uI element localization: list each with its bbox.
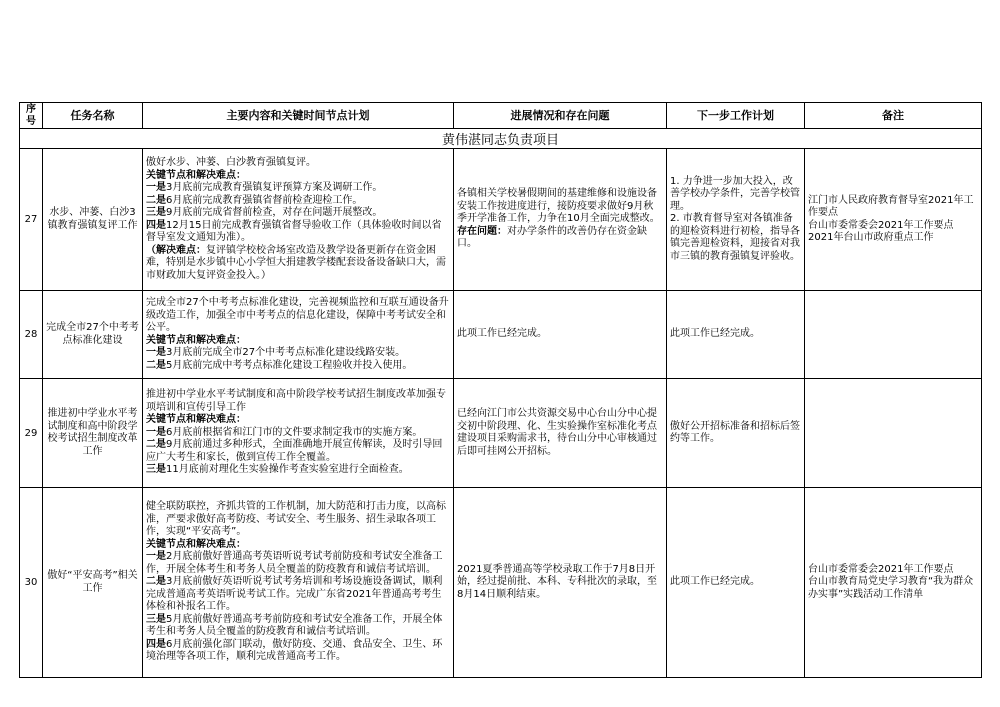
row-task-name: 傲好“平安高考”相关工作 <box>43 488 143 678</box>
row-note: 江门市人民政府教育督导室2021年工作要点 台山市委常委会2021年工作要点 2021年台山市政府重点工作 <box>805 149 982 291</box>
table-row <box>20 488 982 678</box>
key-point: 三是11月底前对理化生实验操作考查实验室进行全面检查。 <box>146 464 409 476</box>
key-point: 二是3月底前傲好英语听说考试考务培训和考场设施设备调试，顺利完成普通高考英语听说考试工作。完成广东省2021年普通高考考生体检和补报名工作。 <box>146 576 443 613</box>
content-intro: 完成全市27个中考考点标准化建设，完善视频监控和互联互通设备升级改造工作，加强全市中考考点的信息化建设，保障中考考试安全和公平。 <box>146 297 449 333</box>
header-row <box>20 103 982 129</box>
row-content <box>143 379 454 488</box>
row-progress: 此项工作已经完成。 <box>454 291 667 379</box>
difficulty-note: （解决难点：复评镇学校校舍场室改造及教学设备更新存在资金困难，特别是水步镇中心小学恒大捐建教学楼配套设备设备缺口大，需市财政加大复评资金投入。） <box>146 244 446 281</box>
key-points-label: 关键节点和解决难点： <box>146 169 246 181</box>
col-next-header: 下一步工作计划 <box>667 103 805 129</box>
key-points-label: 关键节点和解决难点： <box>146 538 246 550</box>
row-next-plan: 傲好公开招标准备和招标后签约等工作。 <box>667 379 805 488</box>
key-point: 三是5月底前傲好普通高考考前防疫和考试安全准备工作，开展全体考生和考务人员全覆盖的防疫教育和诚信考试培训。 <box>146 613 443 638</box>
col-seq-header: 序号 <box>20 103 43 129</box>
row-task-name: 水步、冲蒌、白沙3镇教育强镇复评工作 <box>43 149 143 291</box>
key-point: 四是6月底前强化部门联动，傲好防疫、交通、食品安全、卫生、环境治理等各项工作，顺利完成普通高考工作。 <box>146 638 443 663</box>
section-row <box>20 129 982 149</box>
task-table <box>19 102 982 678</box>
section-title: 黄伟湛同志负责项目 <box>20 129 982 149</box>
key-point: 一是6月底前根据省和江门市的文件要求制定我市的实施方案。 <box>146 426 423 438</box>
row-task-name: 完成全市27个中考考点标准化建设 <box>43 291 143 379</box>
key-points-label: 关键节点和解决难点： <box>146 334 246 346</box>
key-point: 二是6月底前完成教育强镇省督前检查迎检工作。 <box>146 194 363 206</box>
key-point: 三是9月底前完成省督前检查，对存在问题开展整改。 <box>146 207 383 218</box>
table-row <box>20 379 982 488</box>
row-progress: 已经向江门市公共资源交易中心台山分中心提交初中阶段理、化、生实验操作室标准化考点建设项目采购需求书，待台山分中心审核通过后即可挂网公开招标。 <box>454 379 667 488</box>
row-next-plan: 此项工作已经完成。 <box>667 488 805 678</box>
key-point: 一是3月底前完成全市27个中考考点标准化建设线路安装。 <box>146 347 406 358</box>
row-note <box>805 379 982 488</box>
key-point: 一是3月底前完成教育强镇复评预算方案及调研工作。 <box>146 182 383 193</box>
row-progress: 2021夏季普通高等学校录取工作于7月8日开始，经过提前批、本科、专科批次的录取，至8月14日顺利结束。 <box>454 488 667 678</box>
row-note: 台山市委常委会2021年工作要点 台山市教育局党史学习教育“我为群众办实事”实践活动工作清单 <box>805 488 982 678</box>
content-intro: 推进初中学业水平考试制度和高中阶段学校考试招生制度改革加强专项培训和宣传引导工作 <box>146 389 446 413</box>
row-next-plan: 1. 力争进一步加大投入，改善学校办学条件，完善学校管理。 2. 市教育督导室对各镇准备的迎检资料进行初检，指导各镇完善迎检资料，迎接省对我市三镇的教育强镇复评验收。 <box>667 149 805 291</box>
row-note <box>805 291 982 379</box>
row-seq: 28 <box>20 291 43 379</box>
key-points-label: 关键节点和解决难点： <box>146 414 246 426</box>
progress-issue: 存在问题：对办学条件的改善仍存在资金缺口。 <box>457 225 647 250</box>
col-name-header: 任务名称 <box>43 103 143 129</box>
key-point: 一是2月底前傲好普通高考英语听说考试考前防疫和考试安全准备工作，开展全体考生和考务人员全覆盖的防疫教育和诚信考试培训。 <box>146 551 443 575</box>
row-next-plan: 此项工作已经完成。 <box>667 291 805 379</box>
content-intro: 傲好水步、冲蒌、白沙教育强镇复评。 <box>146 157 316 168</box>
table-row <box>20 291 982 379</box>
row-progress <box>454 149 667 291</box>
key-point: 二是5月底前完成中考考点标准化建设工程验收并投入使用。 <box>146 359 413 371</box>
progress-text: 各镇相关学校暑假期间的基建维修和设施设备安装工作按进度进行，接防疫要求做好9月秋季开学准备工作，力争在10月全面完成整改。 <box>457 188 660 225</box>
row-seq: 27 <box>20 149 43 291</box>
row-content <box>143 291 454 379</box>
row-content <box>143 149 454 291</box>
col-progress-header: 进展情况和存在问题 <box>454 103 667 129</box>
row-content <box>143 488 454 678</box>
row-task-name: 推进初中学业水平考试制度和高中阶段学校考试招生制度改革工作 <box>43 379 143 488</box>
key-point: 二是9月底前通过多种形式，全面准确地开展宣传解读，及时引导回应广大考生和家长，傲到宣传工作全覆盖。 <box>146 439 443 463</box>
col-note-header: 备注 <box>805 103 982 129</box>
row-seq: 30 <box>20 488 43 678</box>
table-row <box>20 149 982 291</box>
key-point: 四是12月15日前完成教育强镇省督导验收工作（具体验收时间以省督导室发文通知为准）。 <box>146 219 442 243</box>
col-content-header: 主要内容和关键时间节点计划 <box>143 103 454 129</box>
content-intro: 健全联防联控，齐抓共管的工作机制，加大防范和打击力度，以高标准，严要求傲好高考防疫、考试安全、考生服务、招生录取各项工作，实现“平安高考”。 <box>146 501 446 538</box>
row-seq: 29 <box>20 379 43 488</box>
